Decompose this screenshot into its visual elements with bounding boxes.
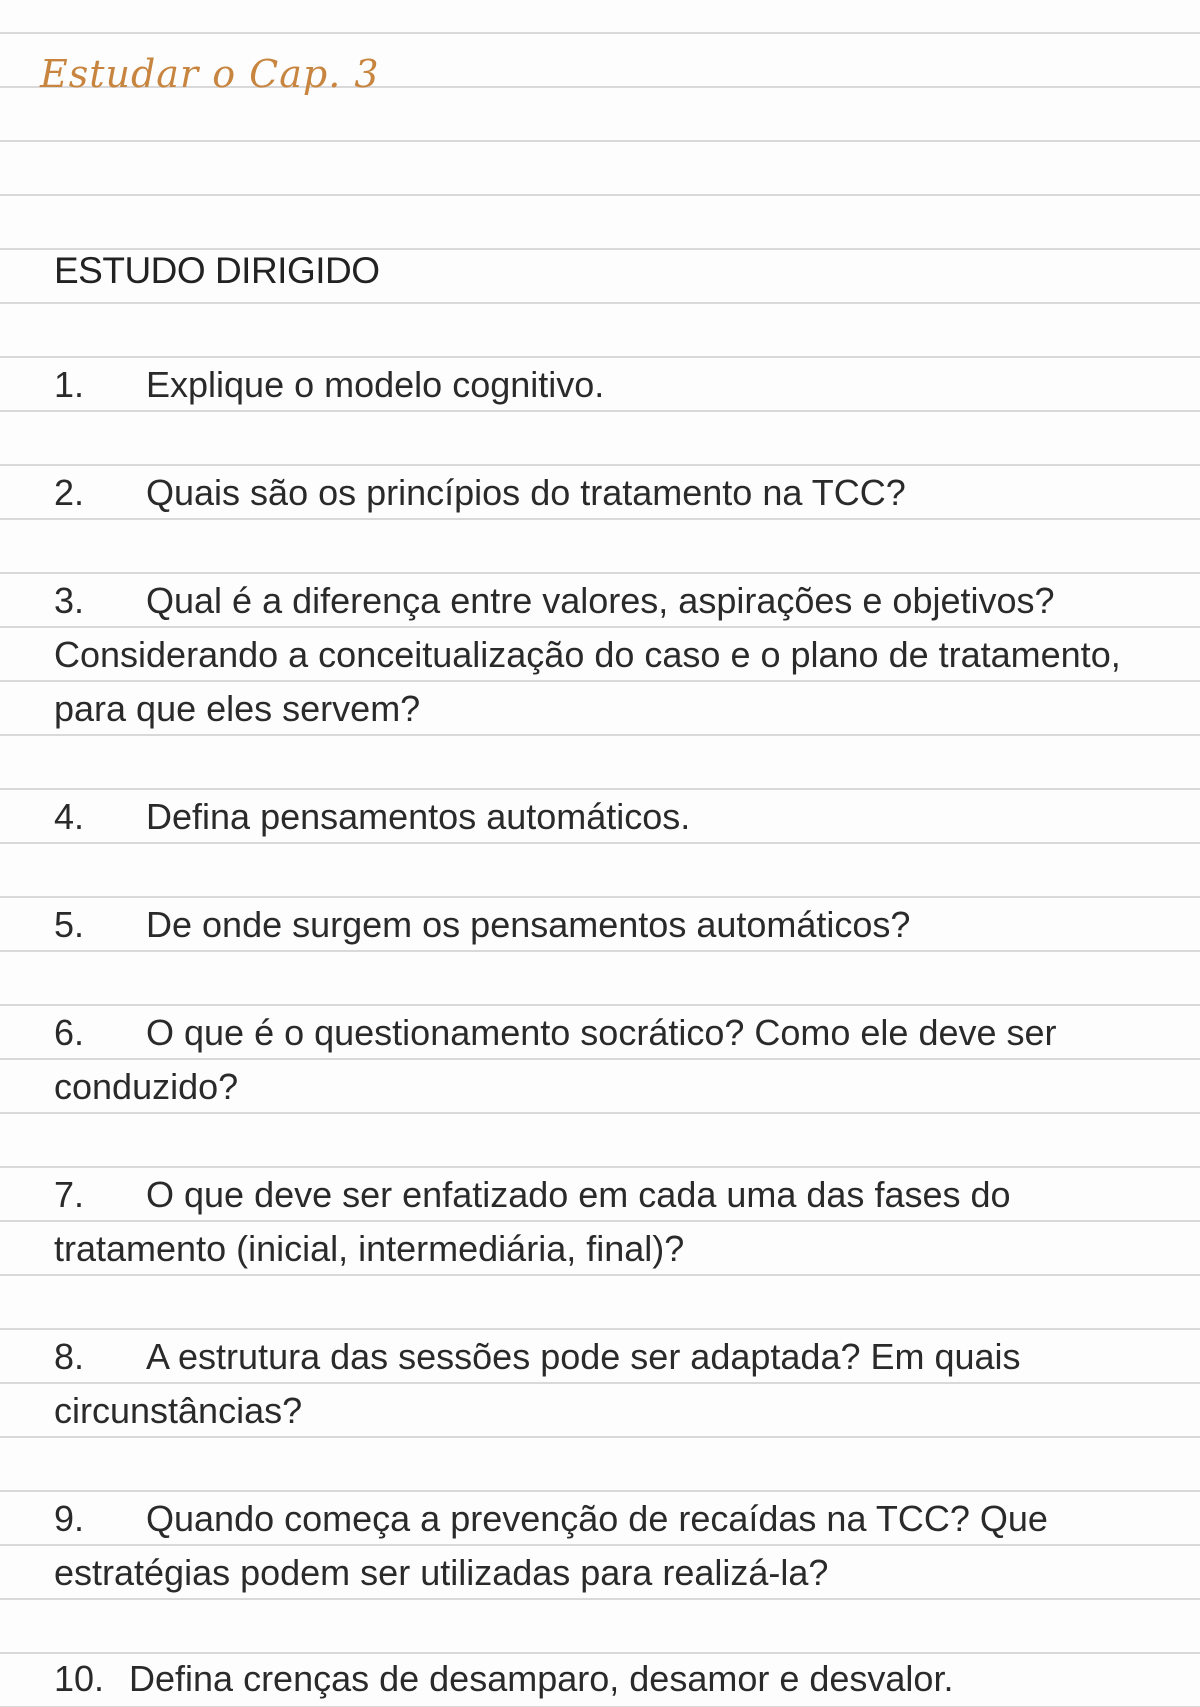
question-number: 4. [54,796,85,837]
question-number: 1. [54,364,85,405]
question-number: 10. [54,1658,105,1699]
question-item [54,790,1134,844]
question-number: 8. [54,1336,85,1377]
question-text: O que deve ser enfatizado em cada uma das fases do tratamento (inicial, intermediária, final)? [54,1174,1011,1269]
question-text: De onde surgem os pensamentos automáticos? [146,904,911,945]
question-number: 7. [54,1174,85,1215]
question-text: Quando começa a prevenção de recaídas na TCC? Que estratégias podem ser utilizadas para realizá-la? [54,1498,1048,1593]
question-item [54,574,1134,736]
question-text: Defina pensamentos automáticos. [146,796,691,837]
question-item [54,1330,1134,1438]
question-item [54,466,1134,520]
question-item [54,1652,1134,1706]
question-text: Quais são os princípios do tratamento na TCC? [146,472,906,513]
question-number: 3. [54,580,85,621]
handwritten-note: Estudar o Cap. 3 [40,52,380,96]
question-number: 2. [54,472,85,513]
question-item [54,358,1134,412]
question-text: Defina crenças de desamparo, desamor e desvalor. [129,1658,954,1699]
question-text: Qual é a diferença entre valores, aspirações e objetivos? Considerando a conceitualização do caso e o plano de tratamento, para que eles servem? [54,580,1121,729]
question-number: 9. [54,1498,85,1539]
question-item [54,1006,1134,1114]
question-item [54,1492,1134,1600]
question-text: A estrutura das sessões pode ser adaptada? Em quais circunstâncias? [54,1336,1021,1431]
question-number: 5. [54,904,85,945]
question-text: O que é o questionamento socrático? Como ele deve ser conduzido? [54,1012,1057,1107]
page-title: ESTUDO DIRIGIDO [54,250,380,291]
question-text: Explique o modelo cognitivo. [146,364,605,405]
question-number: 6. [54,1012,85,1053]
question-item [54,898,1134,952]
question-item [54,1168,1134,1276]
